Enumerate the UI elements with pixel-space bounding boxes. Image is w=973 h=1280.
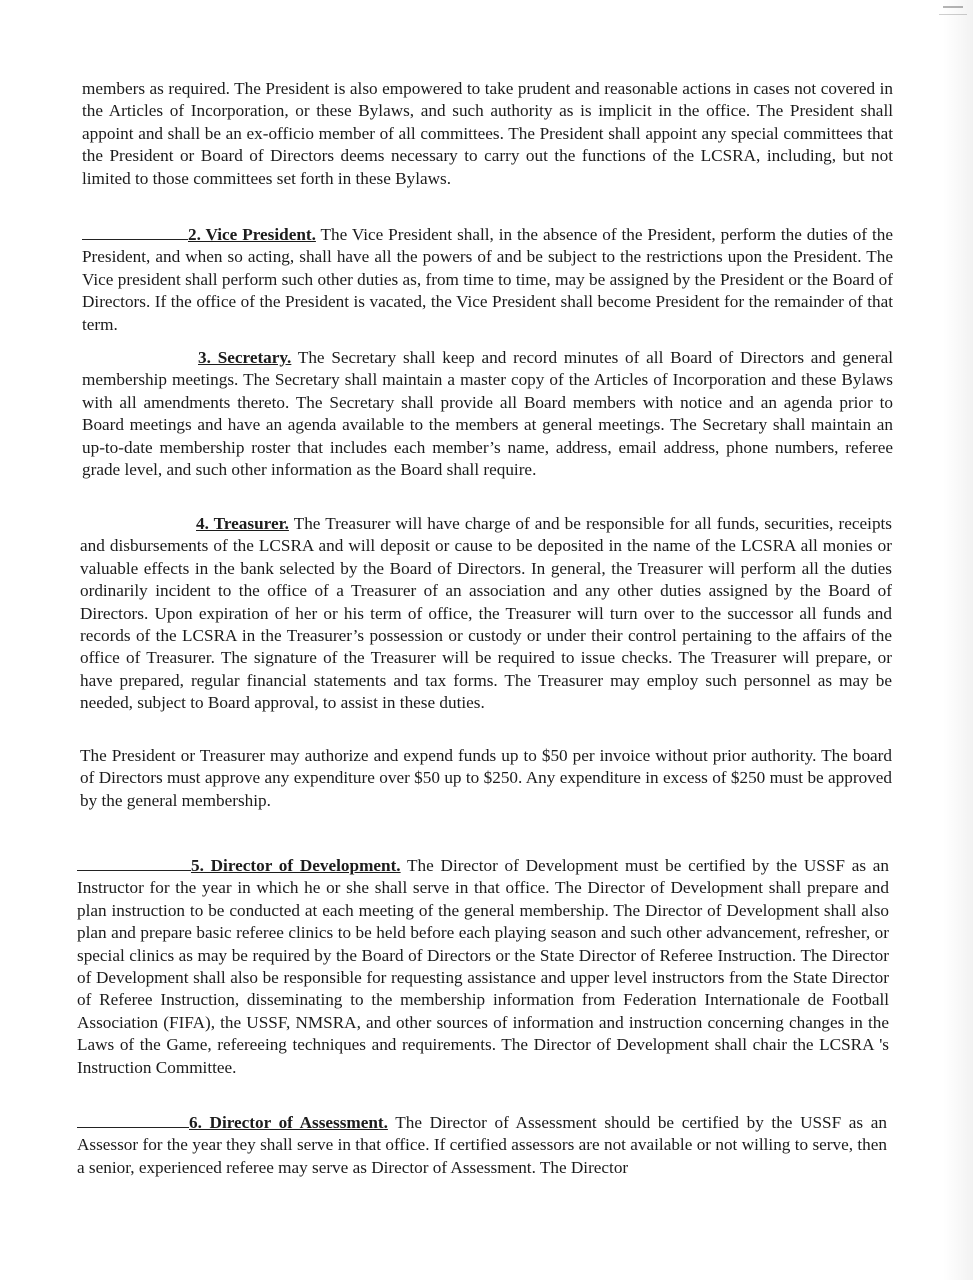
- section-vice-president: [82, 224, 893, 336]
- indent-rule: [77, 1127, 189, 1128]
- section-body: The Treasurer will have charge of and be responsible for all funds, securities, receipts and disbursements of the LCSRA and will deposit or cause to be deposited in the name of the LCSRA all monies or valuable effects in the bank selected by the Board of Directors. In general, the Treasurer will perform all the duties ordinarily incident to the office of a Treasurer of an association and any other duties assigned by the Board of Directors. Upon expiration of her or his term of office, the Treasurer will turn over to the successor all funds and records of the LCSRA in the Treasurer’s possession or custody or under their control pertaining to the affairs of the office of Treasurer. The signature of the Treasurer will be required to issue checks. The Treasurer will prepare, or have prepared, regular financial statements and tax forms. The Treasurer may employ such personnel as may be needed, subject to Board approval, to assist in these duties.: [80, 514, 892, 713]
- section-director-of-development: [77, 855, 889, 1079]
- section-body: The Director of Assessment should be certified by the USSF as an Assessor for the year they shall serve in that office. If certified assessors are not available or not willing to serve, then a senior, experienced referee may serve as Director of Assessment. The Director: [77, 1113, 887, 1177]
- indent-rule: [77, 870, 191, 871]
- paragraph-president-duties: members as required. The President is also empowered to take prudent and reasonable actions in cases not covered in the Articles of Incorporation, or these Bylaws, and such authority as is implicit in the office. The President shall appoint and shall be an ex-officio member of all committees. The President shall appoint any special committees that the President or Board of Directors deems necessary to carry out the functions of the LCSRA, including, but not limited to those committees set forth in these Bylaws.: [82, 79, 893, 188]
- paragraph-expenditure-limits: The President or Treasurer may authorize and expend funds up to $50 per invoice without prior authority. The board of Directors must approve any expenditure over $50 up to $250. Any expenditure in excess of $250 must be approved by the general membership.: [80, 746, 892, 810]
- section-body: The Secretary shall keep and record minutes of all Board of Directors and general membership meetings. The Secretary shall maintain a master copy of the Articles of Incorporation and these Bylaws with all amendments thereto. The Secretary shall provide all Board members with notice and an agenda prior to Board meetings and have an agenda available to the members at general meetings. The Secretary shall maintain an up-to-date membership roster that includes each member’s name, address, email address, phone numbers, referee grade level, and such other information as the Board shall require.: [82, 348, 893, 480]
- section-body: The Director of Development must be certified by the USSF as an Instructor for the year in which he or she shall serve in that office. The Director of Development shall prepare and plan instruction to be conducted at each meeting of the general membership. The Director of Development shall also plan and prepare basic referee clinics to be held before each playing season and such other advancement, refresher, or special clinics as may be required by the Board of Directors or the State Director of Referee Instruction. The Director of Development shall also be responsible for requesting assistance and upper level instructors from the State Director of Referee Instruction, disseminating to the membership information from Federation Internationale de Football Association (FIFA), the USSF, NMSRA, and other sources of information and instruction concerning changes in the Laws of the Game, refereeing techniques and requirements. The Director of Development shall chair the LCSRA 's Instruction Committee.: [77, 856, 890, 1077]
- section-secretary: [82, 347, 893, 481]
- section-heading: 3. Secretary.: [198, 348, 292, 367]
- section-heading: 2. Vice President.: [188, 225, 316, 244]
- scan-edge-shadow: [943, 0, 973, 1280]
- section-treasurer: [80, 513, 892, 715]
- section-heading: 5. Director of Development.: [191, 856, 401, 875]
- section-body: The Vice President shall, in the absence of the President, perform the duties of the President, and when so acting, shall have all the powers of and be subject to the restrictions upon the President. The Vice president shall perform such other duties as, from time to time, may be assigned by the President or the Board of Directors. If the office of the President is vacated, the Vice President shall become President for the remainder of that term.: [82, 225, 894, 334]
- section-heading: 6. Director of Assessment.: [189, 1113, 388, 1132]
- section-director-of-assessment: [77, 1112, 887, 1179]
- indent-rule: [82, 239, 188, 240]
- section-heading: 4. Treasurer.: [196, 514, 289, 533]
